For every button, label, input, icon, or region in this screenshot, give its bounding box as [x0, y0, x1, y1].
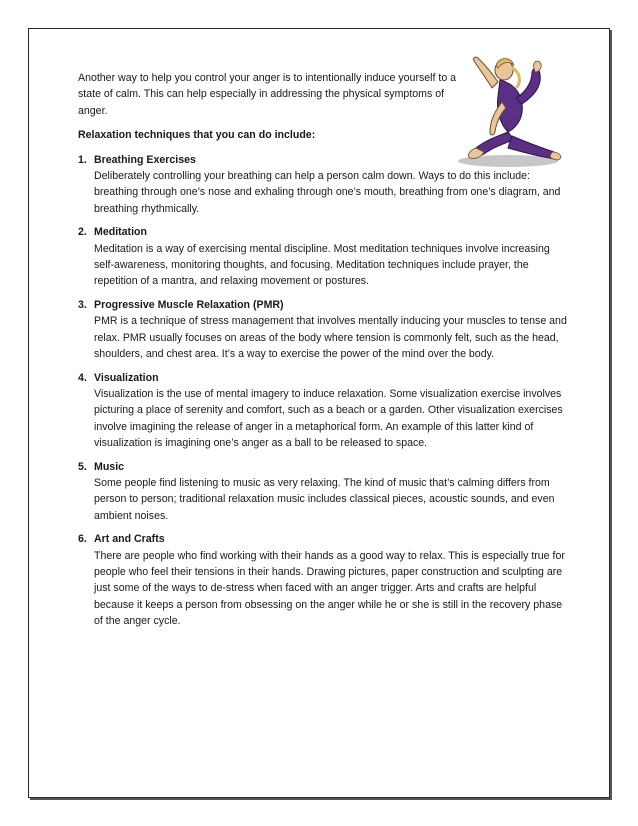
list-item-art-and-crafts	[78, 531, 570, 629]
item-number: 5.	[78, 460, 87, 473]
item-number: 2.	[78, 226, 87, 239]
item-description: Meditation is a way of exercising mental discipline. Most meditation techniques involve increasing self-awareness, monitoring thoughts, and focusing. Meditation techniques include prayer, the repetition of a mantra, and relaxing movement or postures.	[94, 242, 550, 288]
item-number: 4.	[78, 371, 87, 384]
item-title: Meditation	[94, 226, 147, 239]
list-item-meditation	[78, 224, 570, 290]
list-item-pmr	[78, 297, 570, 363]
item-description: Some people find listening to music as very relaxing. The kind of music that’s calming differs from person to person; traditional relaxation music includes classical pieces, acoustic sounds, and even ambient noises.	[94, 476, 555, 522]
item-title: Art and Crafts	[94, 533, 165, 546]
item-title: Visualization	[94, 371, 159, 384]
item-number: 1.	[78, 153, 87, 166]
item-title: Progressive Muscle Relaxation (PMR)	[94, 298, 284, 311]
item-number: 3.	[78, 298, 87, 311]
item-description: PMR is a technique of stress management that involves mentally inducing your muscles to tense and relax. PMR usually focuses on areas of the body where tension is commonly felt, such as the head, shoulders, and chest area. It’s a way to exercise the power of the mind over the body.	[94, 315, 567, 361]
item-title: Breathing Exercises	[94, 153, 196, 166]
item-title: Music	[94, 460, 125, 473]
document-body	[78, 70, 570, 637]
techniques-list	[78, 152, 570, 630]
list-item-music	[78, 459, 570, 525]
item-description: Visualization is the use of mental imagery to induce relaxation. Some visualization exercise involves picturing a place of serenity and comfort, such as a beach or a garden. Other visualization exercises involve imagining the release of anger in a metaphorical form. An example of this latter kind of visualization is imagining one’s anger as a ball to be released to space.	[94, 387, 563, 450]
list-item-visualization	[78, 370, 570, 452]
item-description: Deliberately controlling your breathing can help a person calm down. Ways to do this include: breathing through one’s nose and exhaling through one’s mouth, breathing from one’s diagram, and breathing rhythmically.	[94, 170, 561, 215]
item-description: There are people who find working with their hands as a good way to relax. This is especially true for people who feel their tensions in their hands. Drawing pictures, paper construction and sculpting are just some of the ways to de-stress when faced with an anger trigger. Arts and crafts are helpful because it keeps a person from obsessing on the anger while he or she is still in the recovery phase of the anger cycle.	[94, 549, 565, 628]
intro-paragraph: Another way to help you control your anger is to intentionally induce yourself to a state of calm. This can help especially in addressing the physical symptoms of anger.	[78, 72, 457, 117]
techniques-heading: Relaxation techniques that you can do include:	[78, 129, 316, 142]
list-item-breathing	[78, 152, 570, 218]
item-number: 6.	[78, 533, 87, 546]
